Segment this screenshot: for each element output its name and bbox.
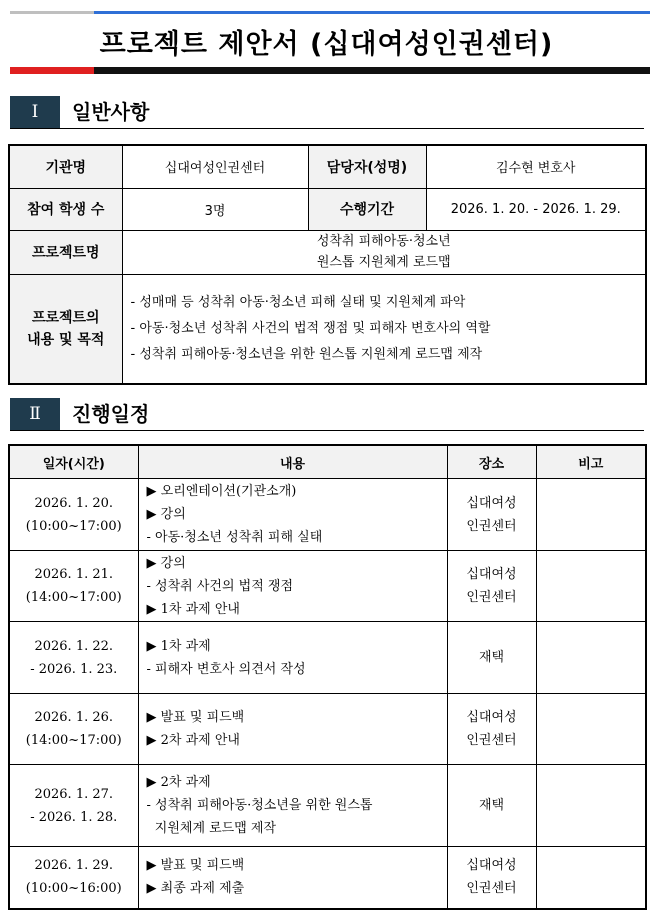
header-content: 내용 — [138, 445, 447, 479]
section-title: 일반사항 — [72, 100, 150, 124]
row-time: - 2026. 1. 23. — [30, 661, 118, 677]
top-rule — [10, 11, 650, 14]
content-line: 지원체계 로드맵 제작 — [146, 821, 277, 836]
section-number: Ⅰ — [10, 96, 60, 128]
row-note — [536, 551, 646, 622]
section-title: 진행일정 — [72, 402, 150, 426]
content-line: ▶ 발표 및 피드백 — [146, 710, 245, 725]
row-time: (14:00~17:00) — [25, 733, 122, 748]
purpose-item: - 아동·청소년 성착취 사건의 법적 쟁점 및 피해자 변호사의 역할 — [130, 320, 491, 336]
row-date: 2026. 1. 27. — [34, 786, 114, 802]
row-note — [536, 847, 646, 909]
schedule-row — [9, 479, 646, 551]
schedule-row — [9, 765, 646, 847]
schedule-row — [9, 847, 646, 909]
row-place: 십대여성 — [466, 495, 517, 511]
content-line: - 아동·청소년 성착취 피해 실태 — [146, 530, 323, 545]
org-label: 기관명 — [9, 145, 122, 188]
row-date: 2026. 1. 22. — [34, 638, 114, 654]
section-header-general — [10, 96, 644, 129]
students-label: 참여 학생 수 — [9, 188, 122, 230]
header-note: 비고 — [536, 445, 646, 479]
contact-label: 담당자(성명) — [308, 145, 426, 188]
schedule-row — [9, 694, 646, 765]
row-time: (10:00~17:00) — [25, 518, 122, 534]
section-header-schedule — [10, 398, 644, 431]
header-date: 일자(시간) — [9, 445, 138, 479]
content-line: ▶ 오리엔테이션(기관소개) — [146, 484, 297, 499]
document-title: 프로젝트 제안서 (십대여성인권센터) — [99, 29, 554, 60]
content-line: ▶ 최종 과제 제출 — [146, 881, 245, 897]
row-place: 인권센터 — [466, 733, 517, 748]
content-line: ▶ 발표 및 피드백 — [146, 858, 245, 874]
schedule-row — [9, 551, 646, 622]
contact-value: 김수현 변호사 — [426, 145, 646, 188]
row-date: 2026. 1. 20. — [34, 495, 114, 511]
content-line: ▶ 강의 — [146, 555, 186, 571]
content-line: ▶ 1차 과제 안내 — [146, 601, 240, 617]
purpose-label — [9, 274, 122, 384]
row-time: (10:00~16:00) — [25, 881, 122, 897]
title-underline — [10, 67, 650, 74]
row-date: 2026. 1. 29. — [34, 858, 114, 874]
purpose-label-line: 프로젝트의 — [31, 309, 100, 326]
period-value: 2026. 1. 20. - 2026. 1. 29. — [426, 188, 646, 230]
org-value: 십대여성인권센터 — [122, 145, 308, 188]
row-place: 재택 — [478, 650, 505, 665]
row-place: 재택 — [478, 798, 505, 813]
row-note — [536, 694, 646, 765]
content-line: ▶ 2차 과제 — [146, 775, 211, 790]
project-name-line: 성착취 피해아동·청소년 — [316, 234, 451, 249]
general-info-table — [8, 144, 647, 385]
content-line: ▶ 1차 과제 — [146, 638, 211, 654]
row-time: (14:00~17:00) — [25, 590, 122, 605]
schedule-row — [9, 622, 646, 694]
schedule-table — [8, 444, 647, 910]
section-number: Ⅱ — [10, 398, 60, 430]
row-place: 십대여성 — [466, 567, 517, 582]
header-place: 장소 — [447, 445, 536, 479]
project-name-label: 프로젝트명 — [9, 230, 122, 274]
row-place: 인권센터 — [466, 518, 517, 534]
row-note — [536, 622, 646, 694]
content-line: - 성착취 피해아동·청소년을 위한 원스톱 — [146, 798, 373, 813]
content-line: - 성착취 사건의 법적 쟁점 — [146, 578, 294, 594]
students-value: 3명 — [122, 188, 308, 230]
project-name-line: 원스톱 지원체계 로드맵 — [316, 255, 451, 270]
content-line: ▶ 2차 과제 안내 — [146, 733, 240, 748]
row-place: 십대여성 — [466, 858, 517, 874]
content-line: ▶ 강의 — [146, 507, 186, 522]
purpose-list — [122, 274, 646, 384]
row-note — [536, 765, 646, 847]
purpose-label-line: 내용 및 목적 — [27, 331, 105, 348]
row-date: 2026. 1. 26. — [34, 710, 114, 725]
period-label: 수행기간 — [308, 188, 426, 230]
purpose-item: - 성착취 피해아동·청소년을 위한 원스톱 지원체계 로드맵 제작 — [130, 346, 483, 362]
row-place: 십대여성 — [466, 710, 517, 725]
purpose-item: - 성매매 등 성착취 아동·청소년 피해 실태 및 지원체계 파악 — [130, 294, 466, 310]
row-time: - 2026. 1. 28. — [30, 809, 118, 825]
row-note — [536, 479, 646, 551]
row-date: 2026. 1. 21. — [34, 567, 114, 582]
row-place: 인권센터 — [466, 881, 517, 897]
content-line: - 피해자 변호사 의견서 작성 — [146, 661, 306, 677]
project-name-value — [122, 230, 646, 274]
row-place: 인권센터 — [466, 590, 517, 605]
